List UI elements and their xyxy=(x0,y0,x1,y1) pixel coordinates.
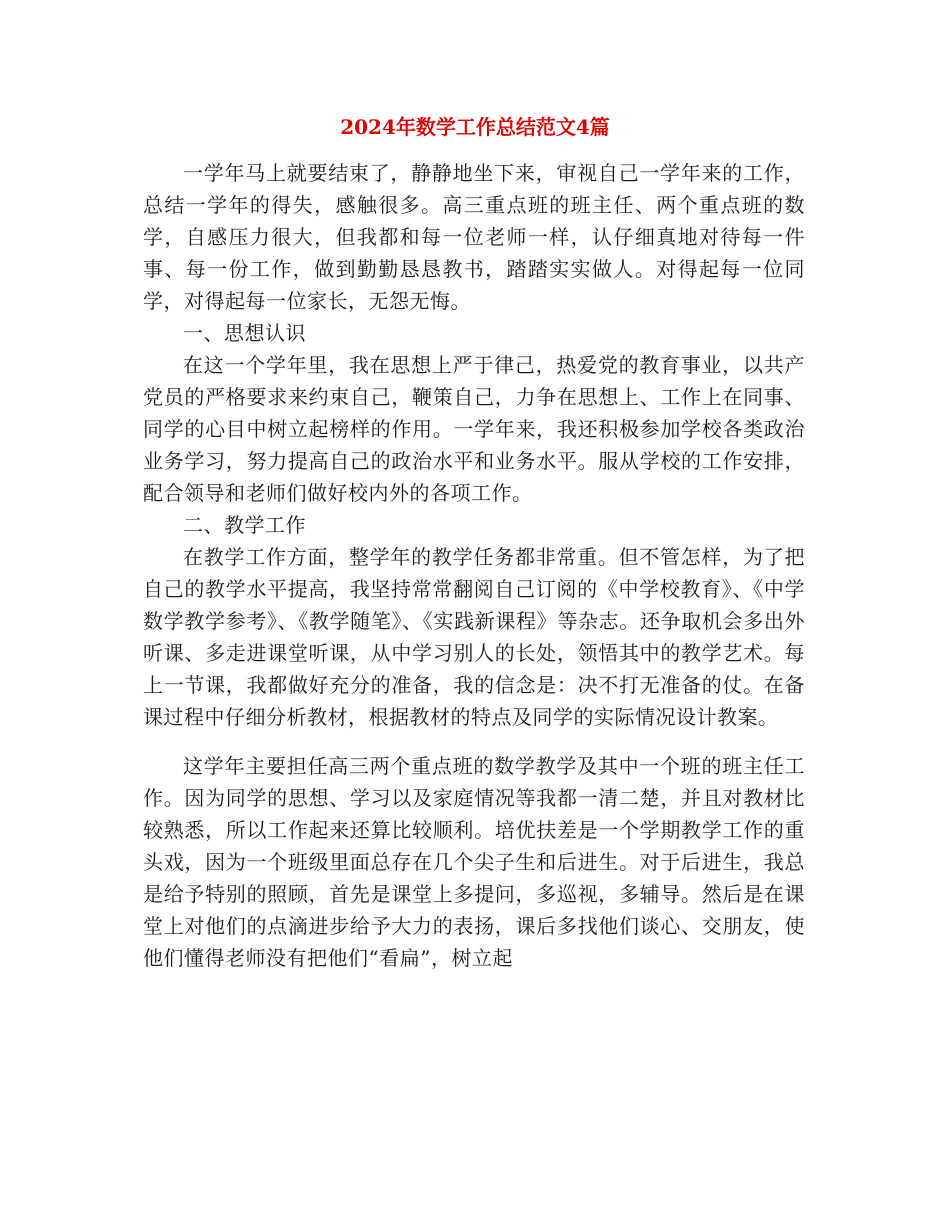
paragraph-intro: 一学年马上就要结束了，静静地坐下来，审视自己一学年来的工作，总结一学年的得失，感触很多。高三重点班的班主任、两个重点班的数学，自感压力很大，但我都和每一位老师一样，认仔细真地对待每一件事、每一份工作，做到勤勤恳恳教书，踏踏实实做人。对得起每一位同学，对得起每一位家长，无怨无悔。 xyxy=(143,161,805,313)
section-heading-teaching: 二、教学工作 xyxy=(183,513,306,537)
document-title: 2024年数学工作总结范文4篇 xyxy=(340,115,610,139)
document-body xyxy=(143,157,805,974)
paragraph-thought: 在这一个学年里，我在思想上严于律己，热爱党的教育事业，以共产党员的严格要求来约束自己，鞭策自己，力争在思想上、工作上在同事、同学的心目中树立起榜样的作用。一学年来，我还积极参加学校各类政治业务学习，努力提高自己的政治水平和业务水平。服从学校的工作安排，配合领导和老师们做好校内外的各项工作。 xyxy=(143,353,805,505)
section-heading-thought: 一、思想认识 xyxy=(183,321,306,345)
paragraph-class-work: 这学年主要担任高三两个重点班的数学教学及其中一个班的班主任工作。因为同学的思想、学习以及家庭情况等我都一清二楚，并且对教材比较熟悉，所以工作起来还算比较顺利。培优扶差是一个学期教学工作的重头戏，因为一个班级里面总存在几个尖子生和后进生。对于后进生，我总是给予特别的照顾，首先是课堂上多提问，多巡视，多辅导。然后是在课堂上对他们的点滴进步给予大力的表扬，课后多找他们谈心、交朋友，使他们懂得老师没有把他们“看扁”，树立起 xyxy=(143,754,805,970)
paragraph-teaching: 在教学工作方面，整学年的教学任务都非常重。但不管怎样，为了把自己的教学水平提高，我坚持常常翻阅自己订阅的《中学校教育》、《中学数学教学参考》、《教学随笔》、《实践新课程》等杂志。还争取机会多出外听课、多走进课堂听课，从中学习别人的长处，领悟其中的教学艺术。每上一节课，我都做好充分的准备，我的信念是：决不打无准备的仗。在备课过程中仔细分析教材，根据教材的特点及同学的实际情况设计教案。 xyxy=(143,545,805,729)
